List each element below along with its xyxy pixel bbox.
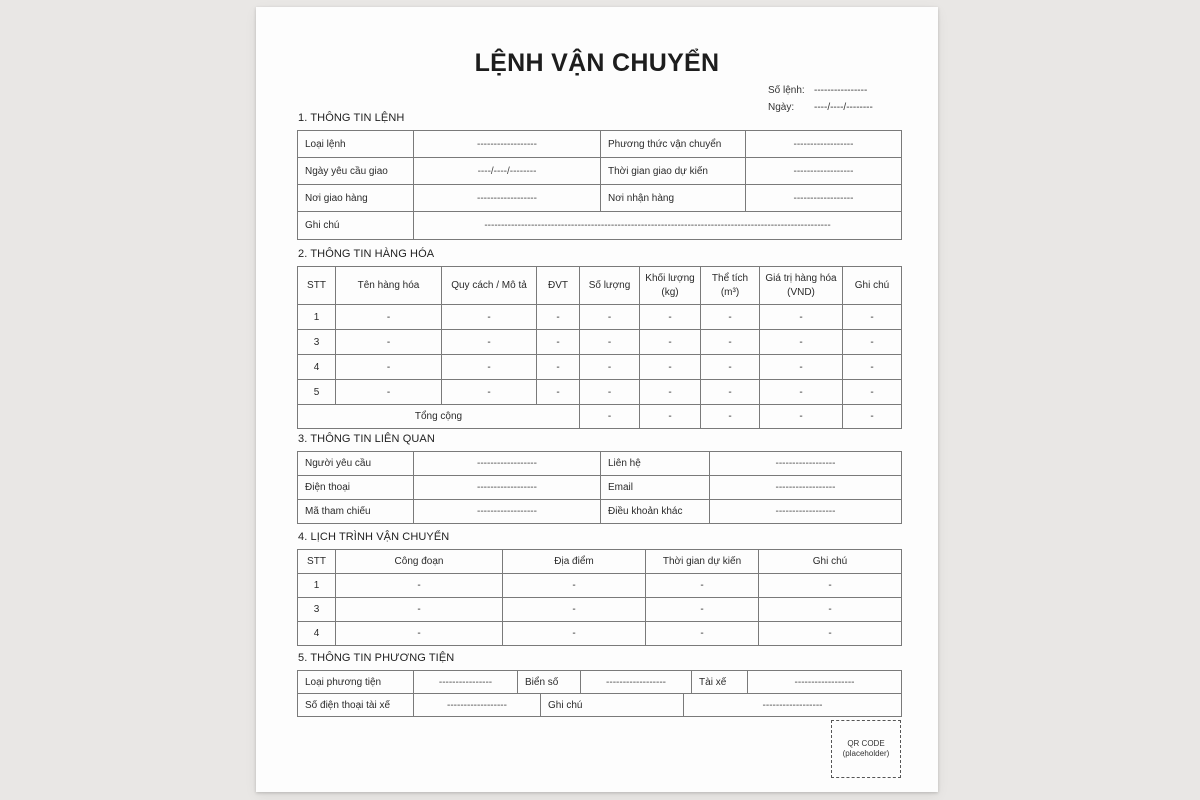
transport-method-value: ------------------ [746, 131, 902, 158]
schedule-stage: - [336, 598, 503, 622]
goods-qty: - [580, 380, 640, 405]
goods-unit: - [537, 330, 580, 355]
goods-weight: - [640, 305, 701, 330]
vehicle-note-value: ------------------ [684, 694, 902, 717]
order-note-label: Ghi chú [298, 212, 414, 240]
order-number-label: Số lệnh: [768, 85, 805, 96]
table-row [298, 380, 902, 405]
order-info-row [298, 131, 902, 158]
reference-label: Mã tham chiếu [298, 500, 414, 524]
goods-stt: 4 [298, 355, 336, 380]
qr-code-placeholder [831, 720, 901, 778]
goods-total-label: Tổng cộng [298, 405, 580, 429]
requester-value: ------------------ [414, 452, 601, 476]
goods-volume: - [701, 380, 760, 405]
schedule-stt: 3 [298, 598, 336, 622]
goods-header-value-line1: Giá trị hàng hóa [765, 273, 837, 284]
contact-value: ------------------ [710, 452, 902, 476]
schedule-header-note: Ghi chú [759, 550, 902, 574]
table-row [298, 598, 902, 622]
transport-method-label: Phương thức vận chuyển [601, 131, 746, 158]
goods-weight: - [640, 380, 701, 405]
goods-header-name: Tên hàng hóa [336, 267, 442, 305]
phone-label: Điện thoại [298, 476, 414, 500]
goods-header-note: Ghi chú [843, 267, 902, 305]
vehicle-row [298, 671, 902, 694]
goods-header-unit: ĐVT [537, 267, 580, 305]
table-row [298, 355, 902, 380]
goods-header-weight [640, 267, 701, 305]
phone-value: ------------------ [414, 476, 601, 500]
goods-header-spec: Quy cách / Mô tả [442, 267, 537, 305]
schedule-note: - [759, 574, 902, 598]
reference-value: ------------------ [414, 500, 601, 524]
related-info-row [298, 452, 902, 476]
order-date-label: Ngày: [768, 102, 795, 113]
goods-name: - [336, 380, 442, 405]
goods-note: - [843, 380, 902, 405]
driver-value: ------------------ [748, 671, 902, 694]
goods-spec: - [442, 330, 537, 355]
schedule-stage: - [336, 622, 503, 646]
related-info-row [298, 476, 902, 500]
goods-header-weight-line2: (kg) [661, 286, 679, 298]
driver-phone-label: Số điện thoại tài xế [298, 694, 414, 717]
goods-name: - [336, 305, 442, 330]
goods-total-weight: - [640, 405, 701, 429]
table-row [298, 305, 902, 330]
goods-volume: - [701, 330, 760, 355]
goods-header-volume-line1: Thể tích [711, 273, 749, 284]
goods-header-volume [701, 267, 760, 305]
goods-unit: - [537, 380, 580, 405]
goods-qty: - [580, 305, 640, 330]
goods-header-stt: STT [298, 267, 336, 305]
vehicle-type-label: Loại phương tiện [298, 671, 414, 694]
goods-header-value-line2: (VND) [787, 286, 815, 298]
goods-stt: 5 [298, 380, 336, 405]
goods-volume: - [701, 305, 760, 330]
schedule-eta: - [646, 574, 759, 598]
goods-spec: - [442, 380, 537, 405]
order-type-value: ------------------ [414, 131, 601, 158]
eta-label: Thời gian giao dự kiến [601, 158, 746, 185]
email-label: Email [601, 476, 710, 500]
order-date-value: ----/----/-------- [814, 102, 873, 113]
goods-stt: 3 [298, 330, 336, 355]
schedule-eta: - [646, 598, 759, 622]
goods-value: - [760, 305, 843, 330]
goods-value: - [760, 355, 843, 380]
document-page [256, 7, 938, 792]
table-row [298, 330, 902, 355]
goods-header-volume-line2: (m³) [720, 286, 740, 298]
schedule-header-location: Địa điểm [503, 550, 646, 574]
goods-volume: - [701, 355, 760, 380]
order-info-row [298, 158, 902, 185]
eta-value: ------------------ [746, 158, 902, 185]
requester-label: Người yêu cầu [298, 452, 414, 476]
goods-total-volume: - [701, 405, 760, 429]
plate-value: ------------------ [581, 671, 692, 694]
requested-date-value: ----/----/-------- [414, 158, 601, 185]
pickup-label: Nơi giao hàng [298, 185, 414, 212]
goods-note: - [843, 305, 902, 330]
schedule-eta: - [646, 622, 759, 646]
order-number-value: ---------------- [814, 85, 868, 96]
goods-header-row [298, 267, 902, 305]
vehicle-note-label: Ghi chú [541, 694, 684, 717]
goods-value: - [760, 380, 843, 405]
order-info-row [298, 212, 902, 240]
goods-table [297, 266, 902, 429]
goods-name: - [336, 355, 442, 380]
schedule-location: - [503, 574, 646, 598]
plate-label: Biển số [518, 671, 581, 694]
goods-name: - [336, 330, 442, 355]
order-info-row [298, 185, 902, 212]
goods-total-row [298, 405, 902, 429]
goods-header-qty: Số lượng [580, 267, 640, 305]
terms-label: Điều khoản khác [601, 500, 710, 524]
goods-weight: - [640, 355, 701, 380]
schedule-header-eta: Thời gian dự kiến [646, 550, 759, 574]
goods-value: - [760, 330, 843, 355]
schedule-table [297, 549, 902, 646]
table-row [298, 574, 902, 598]
section-order-info-title: 1. THÔNG TIN LỆNH [298, 112, 405, 124]
pickup-value: ------------------ [414, 185, 601, 212]
terms-value: ------------------ [710, 500, 902, 524]
schedule-stt: 1 [298, 574, 336, 598]
schedule-note: - [759, 622, 902, 646]
order-date [768, 102, 873, 113]
requested-date-label: Ngày yêu cầu giao [298, 158, 414, 185]
schedule-header-stt: STT [298, 550, 336, 574]
driver-label: Tài xế [692, 671, 748, 694]
schedule-location: - [503, 598, 646, 622]
section-goods-info-title: 2. THÔNG TIN HÀNG HÓA [298, 248, 435, 260]
goods-qty: - [580, 355, 640, 380]
goods-stt: 1 [298, 305, 336, 330]
vehicle-row [298, 694, 902, 717]
driver-phone-value: ------------------ [414, 694, 541, 717]
document-title: LỆNH VẬN CHUYỂN [474, 49, 720, 77]
schedule-stt: 4 [298, 622, 336, 646]
delivery-value: ------------------ [746, 185, 902, 212]
goods-total-value: - [760, 405, 843, 429]
email-value: ------------------ [710, 476, 902, 500]
goods-qty: - [580, 330, 640, 355]
order-type-label: Loại lệnh [298, 131, 414, 158]
delivery-label: Nơi nhận hàng [601, 185, 746, 212]
goods-header-weight-line1: Khối lượng [645, 273, 695, 284]
section-schedule-title: 4. LỊCH TRÌNH VẬN CHUYỂN [298, 531, 450, 543]
qr-code-sublabel: (placeholder) [842, 749, 890, 758]
qr-code-label: QR CODE [847, 738, 885, 748]
goods-unit: - [537, 355, 580, 380]
schedule-note: - [759, 598, 902, 622]
goods-note: - [843, 355, 902, 380]
schedule-header-row [298, 550, 902, 574]
schedule-location: - [503, 622, 646, 646]
order-info-table [297, 130, 902, 240]
goods-total-note: - [843, 405, 902, 429]
contact-label: Liên hệ [601, 452, 710, 476]
vehicle-type-value: ---------------- [414, 671, 518, 694]
goods-header-value [760, 267, 843, 305]
schedule-stage: - [336, 574, 503, 598]
table-row [298, 622, 902, 646]
related-info-row [298, 500, 902, 524]
goods-total-qty: - [580, 405, 640, 429]
goods-spec: - [442, 355, 537, 380]
goods-unit: - [537, 305, 580, 330]
schedule-header-stage: Công đoạn [336, 550, 503, 574]
order-note-value: -------------------------------------------------------------------------------------------------------- [414, 212, 902, 240]
order-number [768, 85, 867, 96]
vehicle-table [297, 670, 902, 717]
section-related-info-title: 3. THÔNG TIN LIÊN QUAN [298, 433, 435, 445]
related-info-table [297, 451, 902, 524]
section-vehicle-title: 5. THÔNG TIN PHƯƠNG TIỆN [298, 652, 455, 664]
goods-spec: - [442, 305, 537, 330]
goods-note: - [843, 330, 902, 355]
goods-weight: - [640, 330, 701, 355]
